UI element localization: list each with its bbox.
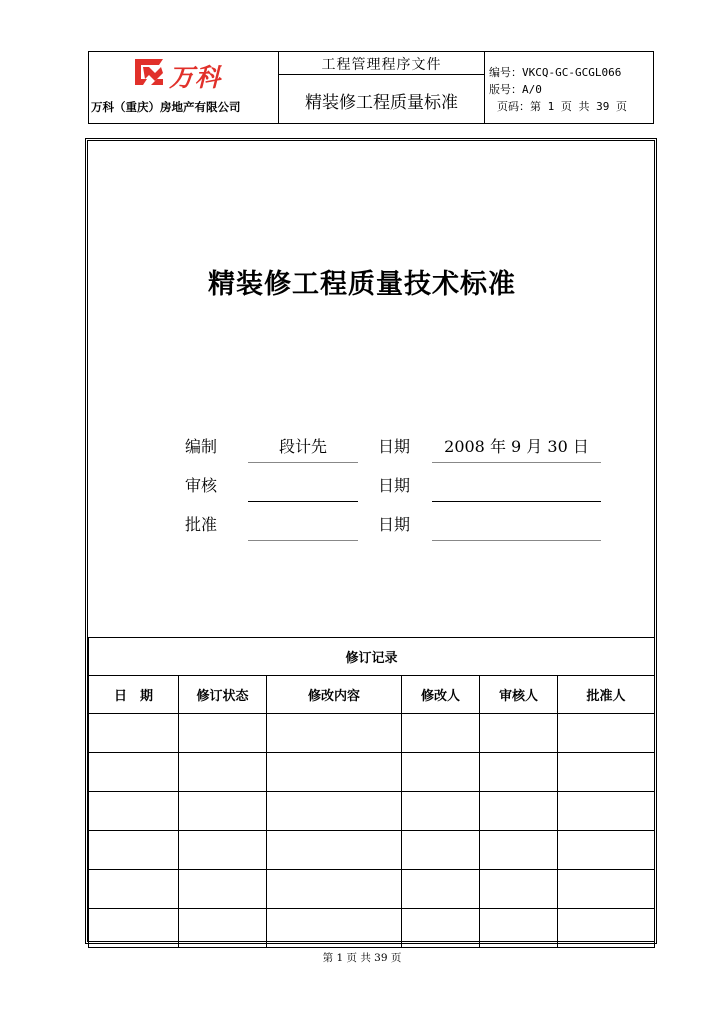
table-row [89, 831, 655, 870]
table-cell [480, 909, 558, 948]
signoff-label: 批准 [185, 515, 218, 534]
signoff-name [248, 512, 358, 541]
vanke-logo [133, 57, 243, 92]
table-cell [402, 870, 480, 909]
column-header: 日 期 [89, 676, 179, 714]
document-title: 精装修工程质量技术标准 [208, 269, 516, 300]
header-divider [484, 52, 485, 123]
table-row [89, 909, 655, 948]
signoff-name: 段计先 [248, 434, 358, 463]
table-cell [89, 870, 179, 909]
table-cell [558, 909, 655, 948]
table-cell [267, 753, 402, 792]
table-cell [89, 831, 179, 870]
table-cell [179, 831, 267, 870]
table-cell [267, 870, 402, 909]
table-cell [480, 792, 558, 831]
company-name: 万科（重庆）房地产有限公司 [91, 100, 241, 114]
revision-caption: 修订记录 [89, 638, 655, 676]
signoff-date [432, 473, 601, 502]
column-header: 修订状态 [179, 676, 267, 714]
signoff-name [248, 473, 358, 502]
table-cell [179, 870, 267, 909]
table-header-row [89, 676, 655, 714]
signoff-label: 编制 [185, 437, 218, 456]
table-cell [558, 792, 655, 831]
header-divider [278, 74, 485, 75]
revision-record [88, 637, 654, 942]
table-cell [558, 870, 655, 909]
table-cell [89, 909, 179, 948]
table-cell [558, 831, 655, 870]
document-type: 工程管理程序文件 [321, 57, 442, 73]
document-code: 编号：VKCQ-GC-GCGL066 [489, 66, 622, 79]
signoff-date [432, 512, 601, 541]
document-header [88, 51, 654, 124]
table-cell [558, 753, 655, 792]
table-cell [267, 831, 402, 870]
signoff-label: 审核 [185, 476, 218, 495]
table-cell [402, 831, 480, 870]
table-cell [179, 909, 267, 948]
table-cell [402, 753, 480, 792]
signoff-row-prepared [0, 434, 724, 464]
brand-name: 万科 [169, 63, 222, 92]
table-cell [402, 909, 480, 948]
table-cell [267, 792, 402, 831]
table-row [89, 753, 655, 792]
table-cell [402, 714, 480, 753]
table-cell [480, 753, 558, 792]
signoff-date: 2008 年 9 月 30 日 [432, 434, 601, 463]
revision-table [88, 637, 655, 948]
table-row [89, 870, 655, 909]
vanke-logo-icon [133, 57, 165, 87]
table-cell [179, 753, 267, 792]
date-label: 日期 [378, 515, 411, 534]
table-cell [480, 870, 558, 909]
table-cell [480, 714, 558, 753]
table-cell [179, 792, 267, 831]
page-footer: 第 1 页 共 39 页 [322, 952, 402, 964]
column-header: 审核人 [480, 676, 558, 714]
date-label: 日期 [378, 476, 411, 495]
document-version: 版号：A/0 [489, 83, 542, 96]
page-info: 页码：第 1 页 共 39 页 [497, 100, 627, 113]
table-row [89, 792, 655, 831]
table-cell [402, 792, 480, 831]
table-cell [89, 753, 179, 792]
document-name: 精装修工程质量标准 [305, 93, 458, 113]
signoff-row-approved [0, 512, 724, 542]
table-cell [89, 714, 179, 753]
date-label: 日期 [378, 437, 411, 456]
table-cell [267, 714, 402, 753]
column-header: 修改内容 [267, 676, 402, 714]
table-cell [267, 909, 402, 948]
table-cell [89, 792, 179, 831]
table-cell [179, 714, 267, 753]
column-header: 修改人 [402, 676, 480, 714]
table-row [89, 714, 655, 753]
column-header: 批准人 [558, 676, 655, 714]
table-cell [558, 714, 655, 753]
table-cell [480, 831, 558, 870]
signoff-row-reviewed [0, 473, 724, 503]
